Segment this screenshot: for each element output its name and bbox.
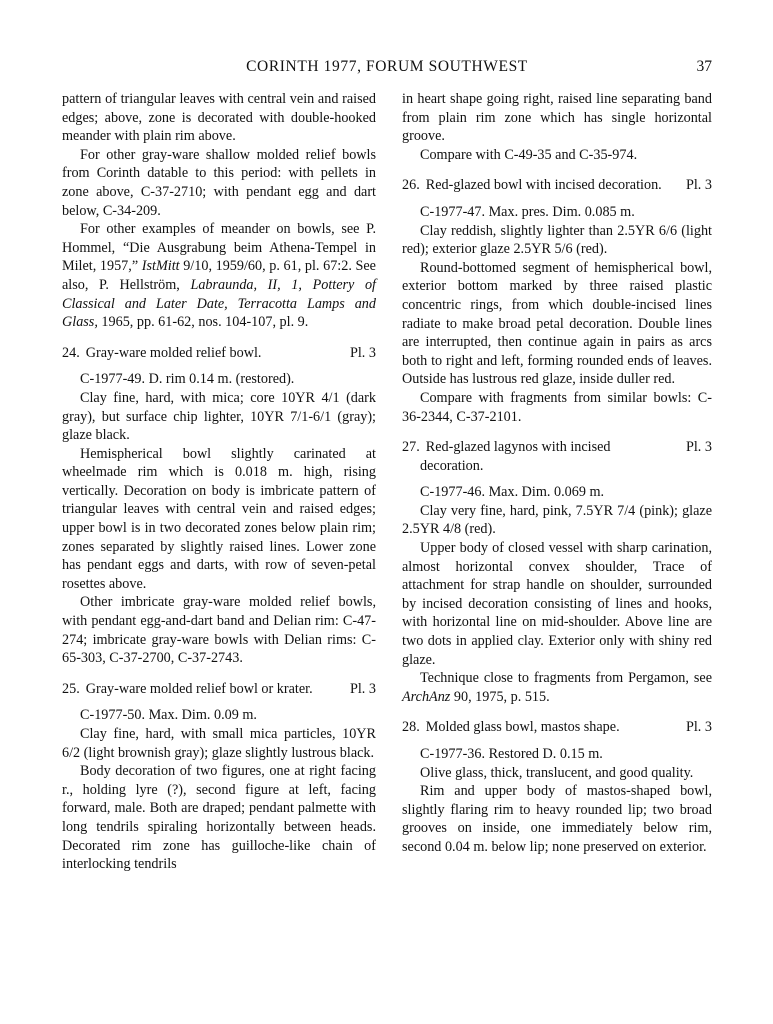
paragraph: For other gray-ware shallow molded relief bowls from Corinth datable to this period: with pellets in zone above, C-37-2710; with pendant egg and dart below, C-34-209.	[62, 146, 376, 219]
entry-number: 25.	[62, 680, 80, 697]
description: Body decoration of two figures, one at right facing r., holding lyre (?), second figure at left, facing forward, male. Both are draped; pendant palmette with long tendrils spiraling horizontally between heads. Decorated rim zone has guilloche-like chain of interlocking tendrils	[62, 763, 376, 873]
entry-number: 26.	[402, 177, 420, 194]
entry-heading	[62, 344, 376, 363]
comparanda: Compare with fragments from similar bowls: C-36-2344, C-37-2101.	[402, 389, 712, 425]
page-number: 37	[696, 58, 712, 75]
running-header	[62, 58, 712, 80]
paragraph: pattern of triangular leaves with central vein and raised edges; above, zone is decorated with double-hooked meander with plain rim above.	[62, 91, 376, 145]
entry-number: 24.	[62, 344, 80, 361]
inventory-line: C-1977-50. Max. Dim. 0.09 m.	[80, 707, 257, 724]
clay-description: Clay fine, hard, with mica; core 10YR 4/1 (dark gray), but surface chip lighter, 10YR 7/1-6/1 (gray); glaze black.	[62, 389, 376, 444]
glass-description: Olive glass, thick, translucent, and good quality.	[420, 764, 694, 781]
inventory-line: C-1977-46. Max. Dim. 0.069 m.	[420, 484, 605, 501]
clay-description: Clay fine, hard, with small mica particles, 10YR 6/2 (light brownish gray); glaze slightly lustrous black.	[62, 726, 376, 761]
inventory-line: C-1977-36. Restored D. 0.15 m.	[420, 746, 603, 762]
entry-heading	[402, 176, 712, 195]
entry-number: 28.	[402, 719, 420, 736]
technique-note: Technique close to fragments from Pergamon, see ArchAnz 90, 1975, p. 515.	[402, 670, 712, 705]
inventory-line: C-1977-49. D. rim 0.14 m. (restored).	[80, 371, 295, 388]
right-column	[402, 90, 712, 857]
description: Hemispherical bowl slightly carinated at wheelmade rim which is 0.018 m. high, rising vertically. Decoration on body is imbricate pattern of triangular leaves with central vein and raised edges; upper bowl is in two decorated zones below plain rim; zones separated by slightly raised lines. Lower zone has pendant eggs and darts, with row of seven-petal rosettes above.	[62, 445, 376, 592]
comparanda: Other imbricate gray-ware molded relief bowls, with pendant egg-and-dart band and Delian rim: C-47-274; imbricate gray-ware bowls with Delian rims: C-65-303, C-37-2700, C-37-2743.	[62, 594, 376, 667]
plate-reference: Pl. 3	[685, 719, 712, 736]
catalog-entry-26	[402, 176, 712, 426]
description: Upper body of closed vessel with sharp carination, almost horizontal convex shoulder, Trace of attachment for strap handle on shoulder, surrounded by incised decoration consisting of lines and hooks, with horizontal line on mid-shoulder. Above line are two dots in applied clay. Exterior only with shiny red glaze.	[402, 540, 712, 668]
entry-heading	[402, 718, 712, 737]
comparanda: Compare with C-49-35 and C-35-974.	[420, 146, 638, 163]
plate-reference: Pl. 3	[685, 177, 712, 194]
clay-description: Clay very fine, hard, pink, 7.5YR 7/4 (pink); glaze 2.5YR 4/8 (red).	[402, 502, 712, 538]
running-title: CORINTH 1977, FORUM SOUTHWEST	[246, 58, 528, 75]
entry-title: Red-glazed bowl with incised decoration.	[425, 177, 662, 194]
catalog-entry-28	[402, 718, 712, 856]
plate-reference: Pl. 3	[349, 344, 376, 361]
entry-title: Red-glazed lagynos with incised decoration.	[420, 439, 611, 474]
entry-heading	[62, 680, 376, 699]
left-column	[62, 90, 376, 874]
entry-title: Molded glass bowl, mastos shape.	[425, 719, 620, 736]
description: Rim and upper body of mastos-shaped bowl, slightly flaring rim to heavy rounded lip; two broad grooves on inside, one immediately below rim, second 0.04 m. below lip; none preserved on exterior.	[402, 783, 712, 855]
catalog-entry-25	[62, 680, 376, 874]
catalog-entry-24	[62, 344, 376, 668]
entry-title: Gray-ware molded relief bowl or krater.	[85, 680, 313, 697]
clay-description: Clay reddish, slightly lighter than 2.5YR 6/6 (light red); exterior glaze 2.5YR 5/6 (red).	[402, 222, 712, 258]
paragraph-references: For other examples of meander on bowls, see P. Hommel, “Die Ausgrabung beim Athena-Tempel in Milet, 1957,” IstMitt 9/10, 1959/60, p. 61, pl. 67:2. See also, P. Hellström, Labraunda, II, 1, Pottery of Classical and Later Date, Terracotta Lamps and Glass, 1965, pp. 61-62, nos. 104-107, pl. 9.	[62, 221, 376, 331]
entry-title: Gray-ware molded relief bowl.	[85, 344, 262, 361]
description: Round-bottomed segment of hemispherical bowl, exterior bottom marked by three raised plastic concentric rings, from which double-incised lines radiate to make broad petal decoration. Double lines are interrupted, then continue again in pairs as arcs both to right and left, forming rounded ends of leaves. Outside has lustrous red glaze, inside duller red.	[402, 259, 712, 388]
plate-reference: Pl. 3	[685, 439, 712, 456]
plate-reference: Pl. 3	[349, 680, 376, 697]
catalog-entry-27	[402, 438, 712, 706]
entry-number: 27.	[402, 439, 420, 456]
entry-heading	[402, 438, 712, 475]
inventory-line: C-1977-47. Max. pres. Dim. 0.085 m.	[420, 203, 635, 220]
paragraph-continued: in heart shape going right, raised line separating band from plain rim zone which has single horizontal groove.	[402, 91, 712, 145]
